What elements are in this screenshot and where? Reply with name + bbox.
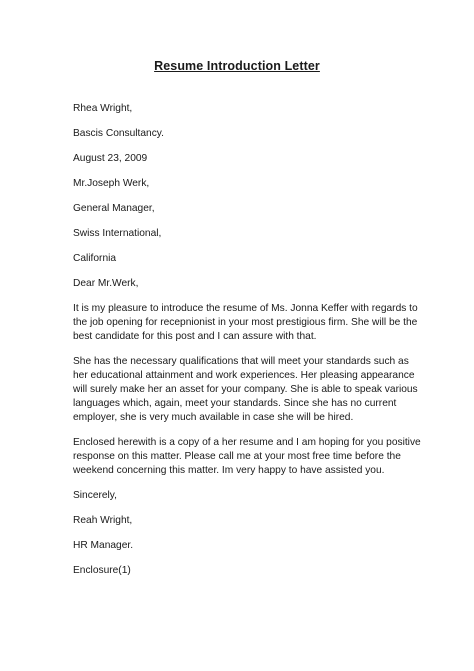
paragraph-line: her educational attainment and work experiences. Her pleasing appearance (73, 370, 415, 381)
letter-title: Resume Introduction Letter (154, 59, 320, 73)
paragraph-line: employer, she is very much available in case she will be hired. (73, 412, 354, 423)
recipient-name: Mr.Joseph Werk, (73, 178, 150, 189)
recipient-title: General Manager, (73, 203, 155, 214)
paragraph-line: the job opening for recepnionist in your most prestigious firm. She will be the (73, 317, 418, 328)
paragraph-introduction (73, 302, 418, 344)
recipient-company: Swiss International, (73, 228, 162, 239)
paragraph-line: It is my pleasure to introduce the resume of Ms. Jonna Keffer with regards to (73, 303, 418, 314)
paragraph-enclosure (73, 436, 421, 478)
signature-title: HR Manager. (73, 540, 134, 551)
sender-name: Rhea Wright, (73, 103, 133, 114)
closing: Sincerely, (73, 490, 117, 501)
signature-name: Reah Wright, (73, 515, 133, 526)
letter-body (73, 102, 421, 589)
enclosure-note: Enclosure(1) (73, 565, 131, 576)
paragraph-line: best candidate for this post and I can assure with that. (73, 331, 317, 342)
paragraph-line: response on this matter. Please call me at your most free time before the (73, 451, 401, 462)
paragraph-line: Enclosed herewith is a copy of a her resume and I am hoping for you positive (73, 437, 421, 448)
paragraph-line: She has the necessary qualifications that will meet your standards such as (73, 356, 409, 367)
paragraph-qualifications (73, 355, 418, 425)
recipient-location: California (73, 253, 117, 264)
letter-date: August 23, 2009 (73, 153, 148, 164)
paragraph-line: languages which, again, meet your standards. Since she has no current (73, 398, 397, 409)
paragraph-line: will surely make her an asset for your company. She is able to speak various (73, 384, 418, 395)
sender-company: Bascis Consultancy. (73, 128, 164, 139)
paragraph-line: weekend concerning this matter. Im very happy to have assisted you. (73, 465, 385, 476)
salutation: Dear Mr.Werk, (73, 278, 139, 289)
